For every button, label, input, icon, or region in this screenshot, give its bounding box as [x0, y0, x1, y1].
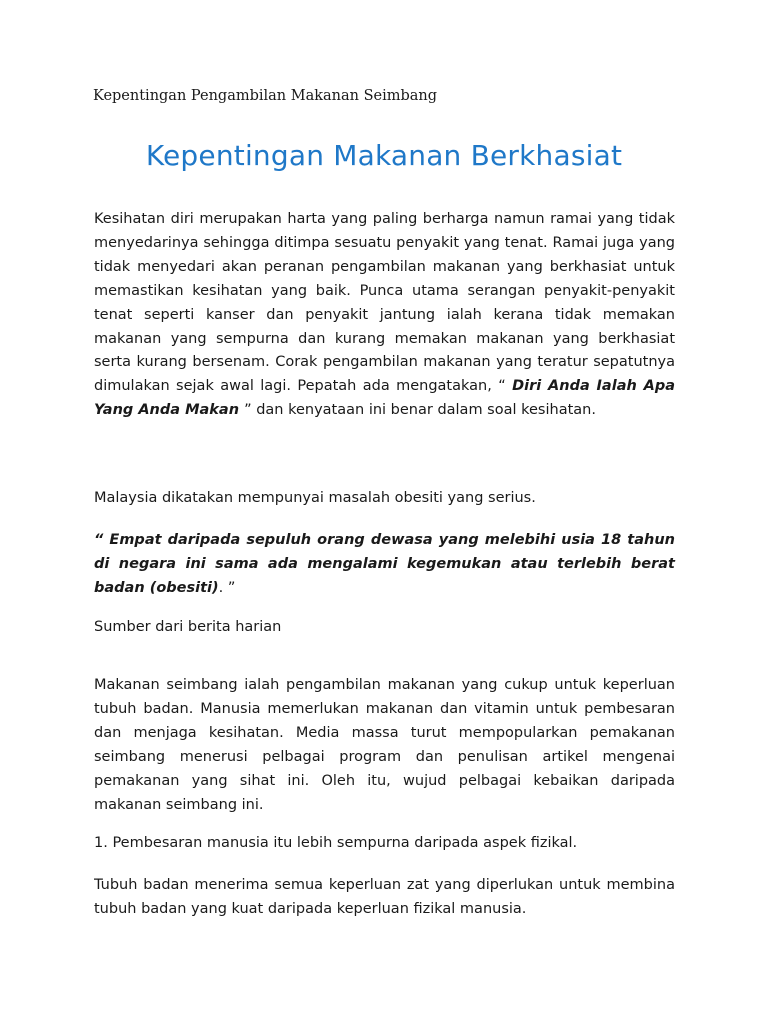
- paragraph-obesity: Malaysia dikatakan mempunyai masalah obesiti yang serius.: [94, 490, 536, 506]
- obesity-quote: “ Empat daripada sepuluh orang dewasa yang melebihi usia 18 tahun di negara ini sama ada mengalami kegemukan atau terlebih berat badan (obesiti): [94, 532, 675, 596]
- paragraph-balanced-diet: Makanan seimbang ialah pengambilan makanan yang cukup untuk keperluan tubuh badan. Manusia memerlukan makanan dan vitamin untuk pembesaran dan menjaga kesihatan. Media massa turut mempopularkan pemakanan seimbang menerusi pelbagai program dan penulisan artikel mengenai pemakanan yang sihat ini. Oleh itu, wujud pelbagai kebaikan daripada makanan seimbang ini.: [94, 677, 675, 813]
- intro-text-end: ” dan kenyataan ini benar dalam soal kesihatan.: [244, 402, 596, 419]
- page-title: Kepentingan Makanan Berkhasiat: [145, 139, 623, 172]
- paragraph-intro: [94, 208, 675, 423]
- paragraph-body: Tubuh badan menerima semua keperluan zat yang diperlukan untuk membina tubuh badan yang kuat daripada keperluan fizikal manusia.: [94, 877, 675, 917]
- paragraph-source: Sumber dari berita harian: [94, 619, 282, 635]
- proverb-quote: Diri Anda Ialah Apa Yang Anda Makan: [94, 378, 675, 419]
- paragraph-quote: [94, 529, 675, 601]
- intro-text: Kesihatan diri merupakan harta yang paling berharga namun ramai yang tidak menyedarinya sehingga ditimpa sesuatu penyakit yang tenat. Ramai juga yang tidak menyedari akan peranan pengambilan makanan yang berkhasiat untuk memastikan kesihatan yang baik. Punca utama serangan penyakit-penyakit tenat seperti kanser dan penyakit jantung ialah kerana tidak memakan makanan yang sempurna dan kurang memakan makanan yang berkhasiat serta kurang bersenam. Corak pengambilan makanan yang teratur sepatutnya dimulakan sejak awal lagi. Pepatah ada mengatakan, “: [94, 211, 675, 395]
- obesity-quote-end: . ”: [218, 579, 236, 596]
- document-header: Kepentingan Pengambilan Makanan Seimbang: [93, 88, 438, 104]
- list-item-1: 1. Pembesaran manusia itu lebih sempurna daripada aspek fizikal.: [94, 835, 578, 851]
